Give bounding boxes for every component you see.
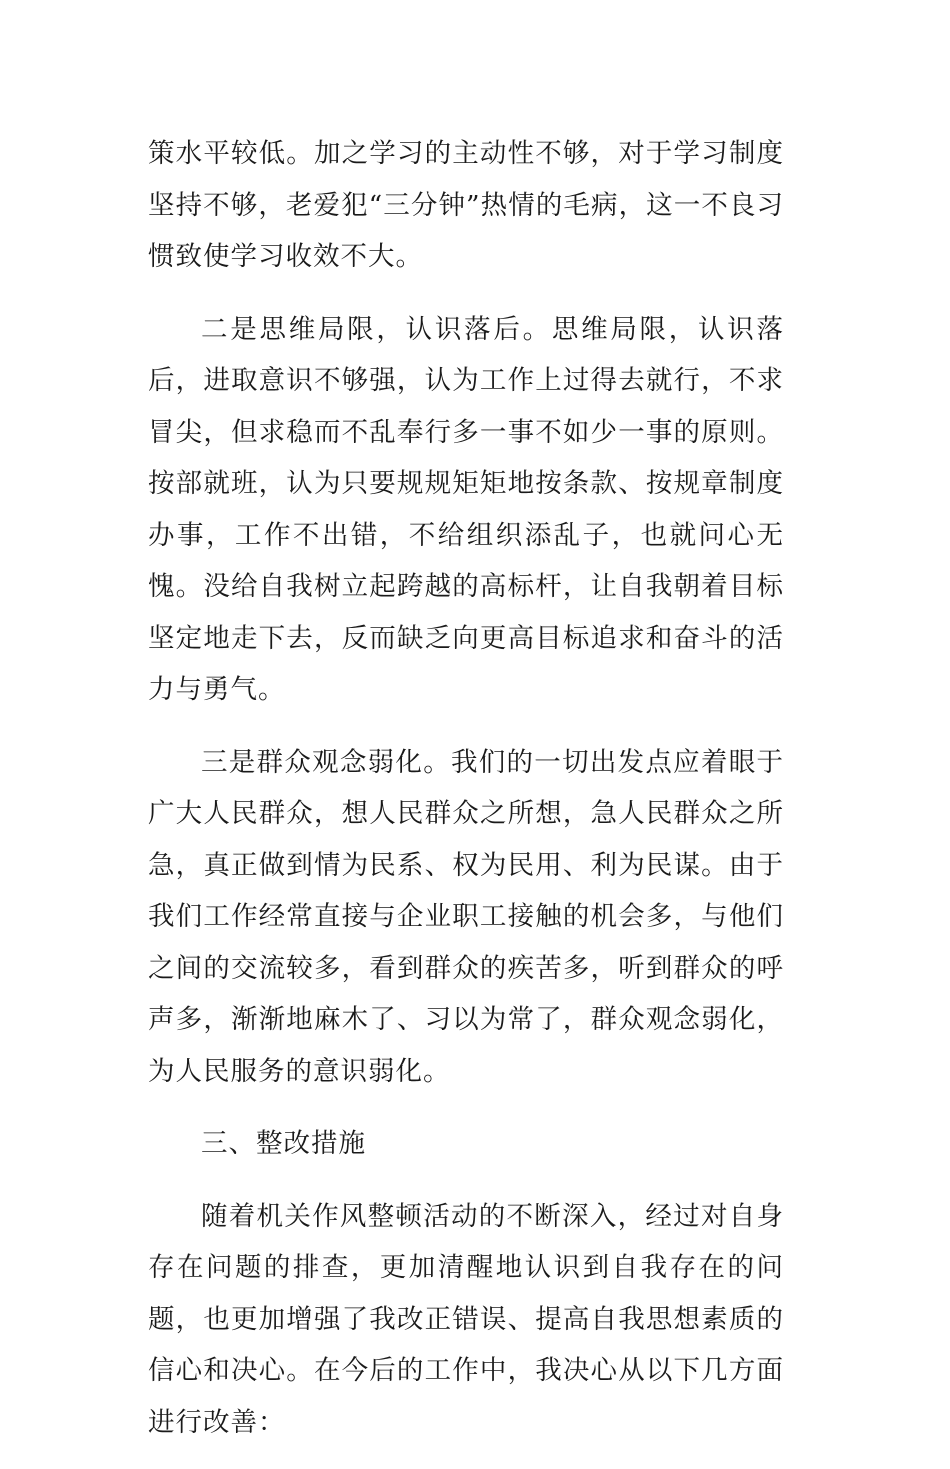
paragraph-continuation: 策水平较低。加之学习的主动性不够，对于学习制度坚持不够，老爱犯“三分钟”热情的毛病，这一不良习惯致使学习收效不大。 [148, 138, 784, 272]
paragraph-thinking-limits: 二是思维局限，认识落后。思维局限，认识落后，进取意识不够强，认为工作上过得去就行，不求冒尖，但求稳而不乱奉行多一事不如少一事的原则。按部就班，认为只要规规矩矩地按条款、按规章制度办事，工作不出错，不给组织添乱子，也就问心无愧。没给自我树立起跨越的高标杆，让自我朝着目标坚定地走下去，反而缺乏向更高目标追求和奋斗的活力与勇气。 [148, 313, 784, 705]
paragraph-mass-awareness: 三是群众观念弱化。我们的一切出发点应着眼于广大人民群众，想人民群众之所想，急人民群众之所急，真正做到情为民系、权为民用、利为民谋。由于我们工作经常直接与企业职工接触的机会多，与他们之间的交流较多，看到群众的疾苦多，听到群众的呼声多，渐渐地麻木了、习以为常了，群众观念弱化，为人民服务的意识弱化。 [148, 746, 784, 1087]
section-heading: 三、整改措施 [201, 1128, 366, 1159]
paragraph-rectification-intro: 随着机关作风整顿活动的不断深入，经过对自身存在问题的排查，更加清醒地认识到自我存在的问题，也更加增强了我改正错误、提高自我思想素质的信心和决心。在今后的工作中，我决心从以下几方面进行改善： [148, 1200, 784, 1438]
document-body [148, 128, 784, 1469]
